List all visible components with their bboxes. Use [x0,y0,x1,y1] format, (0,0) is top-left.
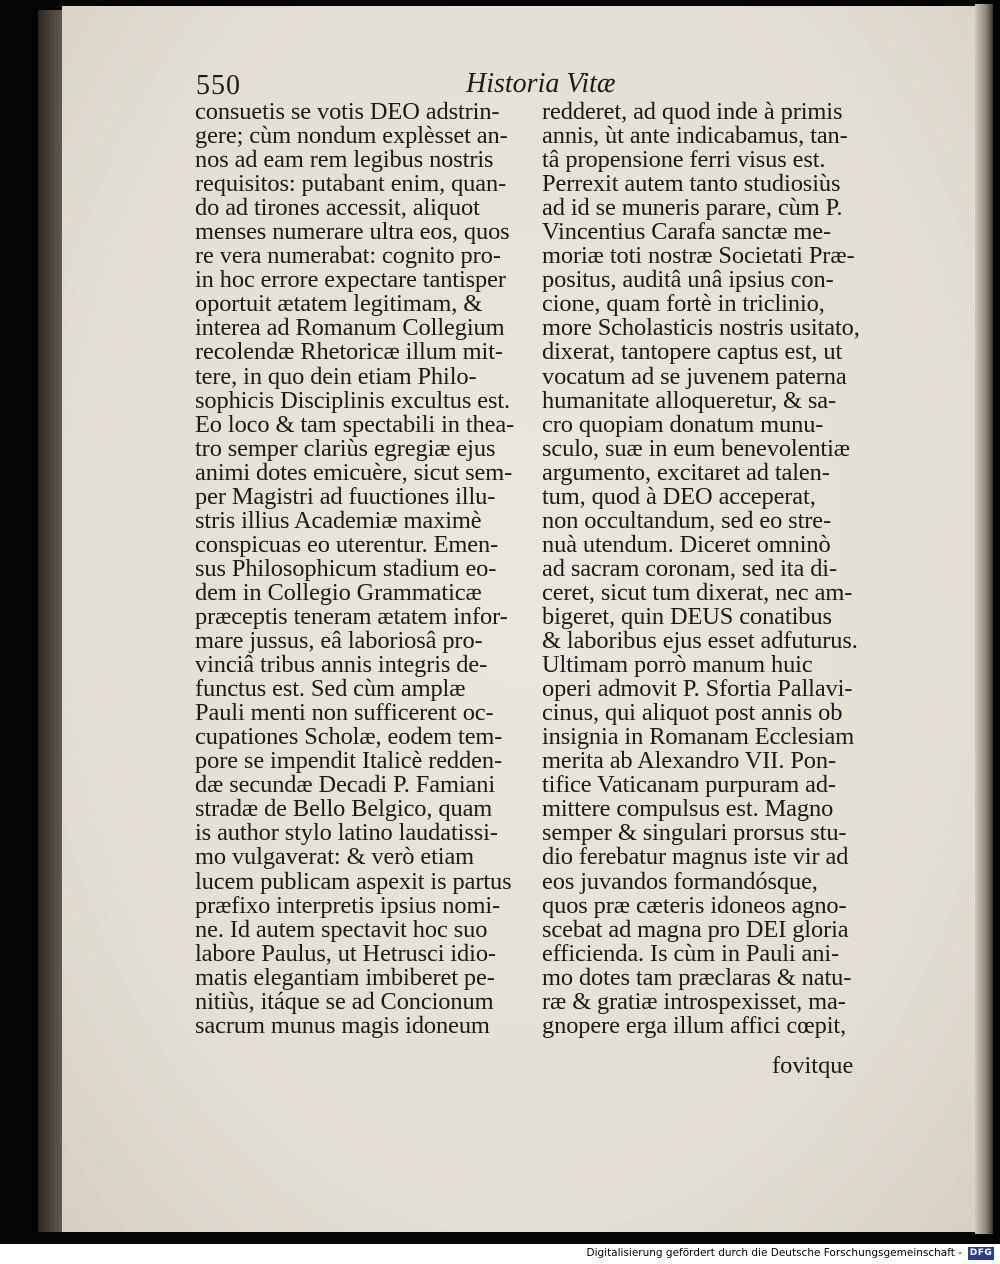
text-line: pore se impendit Italicè redden- [195,747,502,775]
running-head [196,62,616,102]
text-line: animi dotes emicuère, sicut sem- [195,458,513,486]
text-line: bigeret, quin DEUS conatibus [542,602,832,630]
text-line: annis, ùt ante indicabamus, tan- [542,122,848,150]
text-line: dio ferebatur magnus iste vir ad [542,843,849,871]
text-line: cupationes Scholæ, eodem tem- [195,723,503,751]
text-line: ne. Id autem spectavit hoc suo [195,915,488,943]
text-line: insignia in Romanam Ecclesiam [542,723,855,751]
text-line: argumento, excitaret ad talen- [542,458,830,486]
text-line: sophicis Disciplinis excultus est. [195,386,511,414]
text-line: nitiùs, itáque se ad Concionum [195,987,494,1015]
text-line: Pauli menti non sufficerent oc- [195,699,494,727]
text-line: tro semper clariùs egregiæ ejus [195,434,496,462]
text-line: ad sacram coronam, sed ita di- [542,554,837,582]
text-line: mittere compulsus est. Magno [542,795,834,823]
text-line: requisitos: putabant enim, quan- [195,170,507,198]
text-line: tâ propensione ferri visus est. [542,146,826,174]
text-line: menses numerare ultra eos, quos [195,218,510,246]
text-line: cro quopiam donatum munu- [542,410,824,438]
text-line: consuetis se votis DEO adstrin- [195,98,500,125]
text-line: eos juvandos formandósque, [542,867,818,895]
text-line: mo vulgaverat: & verò etiam [195,843,475,871]
text-line: ad id se muneris parare, cùm P. [542,194,843,222]
text-line: lucem publicam aspexit is partus [195,867,512,895]
text-line: operi admovit P. Sfortia Pallavi- [542,675,853,703]
text-line: quos præ cæteris idoneos agno- [542,891,847,919]
text-line: stris illius Academiæ maximè [195,506,482,534]
text-line: Eo loco & tam spectabili in thea- [195,410,515,438]
text-line: gnopere erga illum affici cœpit, [542,1011,847,1039]
text-line: tere, in quo dein etiam Philo- [195,362,477,390]
text-line: conspicuas eo uterentur. Emen- [195,530,499,558]
text-line: Ultimam porrò manum huic [542,651,813,679]
text-line: gere; cùm nondum explèsset an- [195,122,508,150]
text-line: semper & singulari prorsus stu- [542,819,847,847]
catchword: fovitque [772,1052,854,1079]
text-line: cinus, qui aliquot post annis ob [542,699,843,727]
right-text-column [542,100,878,1038]
text-line: mo dotes tam præclaras & natu- [542,963,852,991]
text-line: stradæ de Bello Belgico, quam [195,795,493,823]
text-line: humanitate alloqueretur, & sa- [542,386,837,414]
text-line: nuà utendum. Diceret omninò [542,530,831,558]
text-line: dixerat, tantopere captus est, ut [542,338,843,366]
text-line: tum, quod à DEO acceperat, [542,482,816,510]
text-line: ceret, sicut tum dixerat, nec am- [542,578,853,606]
text-line: nos ad eam rem legibus nostris [195,146,494,174]
text-line: re vera numerabat: cognito pro- [195,242,501,270]
text-line: sacrum munus magis idoneum [195,1011,490,1039]
text-line: in hoc errore expectare tantisper [195,266,506,294]
text-line: recolendæ Rhetoricæ illum mit- [195,338,503,366]
text-line: dem in Collegio Grammaticæ [195,578,482,606]
text-line: dæ secundæ Decadi P. Famiani [195,771,496,799]
text-line: ræ & gratiæ introspexisset, ma- [542,987,846,1015]
text-line: Perrexit autem tanto studiosiùs [542,170,841,198]
text-line: efficienda. Is cùm in Pauli ani- [542,939,840,967]
text-line: do ad tirones accessit, aliquot [195,194,480,222]
dfg-logo: DFG [969,1248,993,1258]
text-line: positus, auditâ unâ ipsius con- [542,266,834,294]
text-line: cione, quam fortè in triclinio, [542,290,825,318]
text-line: moriæ toti nostræ Societati Præ- [542,242,855,270]
text-line: Vincentius Carafa sanctæ me- [542,218,831,246]
text-line: labore Paulus, ut Hetrusci idio- [195,939,496,967]
text-line: tifice Vaticanam purpuram ad- [542,771,836,799]
text-line: scebat ad magna pro DEI gloria [542,915,849,943]
text-line: & laboribus ejus esset adfuturus. [542,627,858,655]
text-line: functus est. Sed cùm amplæ [195,675,466,703]
page-number: 550 [196,70,241,101]
text-line: interea ad Romanum Collegium [195,314,505,342]
footer-bar [0,1244,1000,1264]
text-line: præfixo interpretis ipsius nomi- [195,891,501,919]
text-line: oportuit ætatem legitimam, & [195,290,483,318]
text-line: non occultandum, sed eo stre- [542,506,832,534]
text-line: vocatum ad se juvenem paterna [542,362,847,390]
left-text-column [195,100,535,1038]
text-line: vinciâ tribus annis integris de- [195,651,488,679]
text-line: is author stylo latino laudatissi- [195,819,498,847]
text-line: præceptis teneram ætatem infor- [195,602,508,630]
funding-notice: Digitalisierung gefördert durch die Deutsche Forschungsgemeinschaft - [586,1247,962,1259]
running-title: Historia Vitæ [466,68,616,99]
text-line: matis elegantiam imbiberet pe- [195,963,495,991]
text-line: per Magistri ad fuuctiones illu- [195,482,496,510]
text-line: mare jussus, eâ laboriosâ pro- [195,627,483,655]
text-line: sus Philosophicum stadium eo- [195,554,497,582]
text-line: more Scholasticis nostris usitato, [542,314,860,342]
text-line: sculo, suæ in eum benevolentiæ [542,434,850,462]
page-edge [975,4,993,1234]
text-line: redderet, ad quod inde à primis [542,98,843,125]
text-line: merita ab Alexandro VII. Pon- [542,747,837,775]
